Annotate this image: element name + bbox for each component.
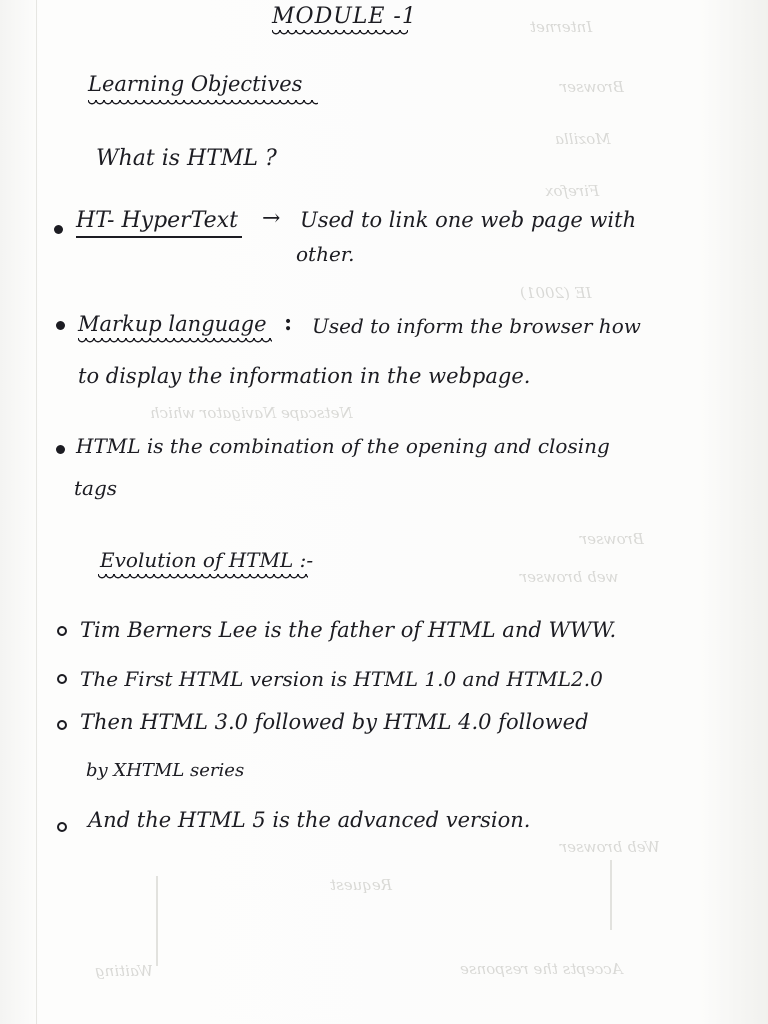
heading-underline (98, 574, 308, 580)
separator-colon: : (284, 310, 293, 336)
term-underline (78, 338, 272, 344)
term-underline (76, 236, 242, 238)
bleed-through-text: web browser (520, 568, 619, 586)
heading-underline (88, 100, 318, 106)
bullet-dot (56, 321, 65, 330)
bullet-dot (57, 822, 67, 832)
definition-line: tags (74, 476, 118, 500)
bleed-through-text: Request (330, 876, 393, 894)
definition-line: to display the information in the webpage. (78, 364, 531, 388)
term-markup-language: Markup language (78, 312, 267, 336)
bleed-through-text: Browser (580, 530, 644, 548)
bullet-dot (54, 225, 63, 234)
bullet-dot (57, 720, 67, 730)
bleed-through-text: Internet (530, 18, 593, 36)
bleed-through-text: IE (2001) (520, 284, 592, 302)
bleed-through-text: Accepts the response (460, 960, 623, 978)
definition-line: Used to link one web page with (300, 208, 637, 232)
evolution-point: Then HTML 3.0 followed by HTML 4.0 followed (80, 710, 589, 734)
question-text: What is HTML ? (96, 146, 277, 171)
arrow-icon: → (262, 206, 281, 231)
bleed-through-line (610, 860, 612, 930)
bleed-through-text: Firefox (545, 182, 600, 200)
evolution-point: And the HTML 5 is the advanced version. (88, 808, 531, 832)
bleed-through-text: Web browser (560, 838, 660, 856)
definition-line: Used to inform the browser how (312, 314, 641, 338)
bleed-through-text: Mozilla (555, 130, 611, 148)
section-heading-evolution: Evolution of HTML :- (100, 548, 314, 572)
definition-line: HTML is the combination of the opening and closing (76, 434, 610, 458)
evolution-point: The First HTML version is HTML 1.0 and HTML2.0 (80, 667, 603, 691)
evolution-point: Tim Berners Lee is the father of HTML and WWW. (80, 618, 617, 642)
definition-line: other. (296, 242, 355, 266)
bullet-dot (57, 674, 67, 684)
bleed-through-text: Browser (560, 78, 624, 96)
page-title: MODULE -1 (272, 4, 417, 29)
margin-line (36, 0, 37, 1024)
bullet-dot (56, 445, 65, 454)
bullet-dot (57, 626, 67, 636)
section-heading-learning-objectives: Learning Objectives (88, 72, 303, 96)
bleed-through-text: Waiting (95, 962, 153, 980)
evolution-point: by XHTML series (86, 760, 245, 781)
bleed-through-text: Netscape Navigator which (150, 404, 353, 422)
bleed-through-line (156, 876, 158, 966)
title-underline (272, 30, 408, 36)
term-hypertext: HT- HyperText (76, 208, 238, 233)
